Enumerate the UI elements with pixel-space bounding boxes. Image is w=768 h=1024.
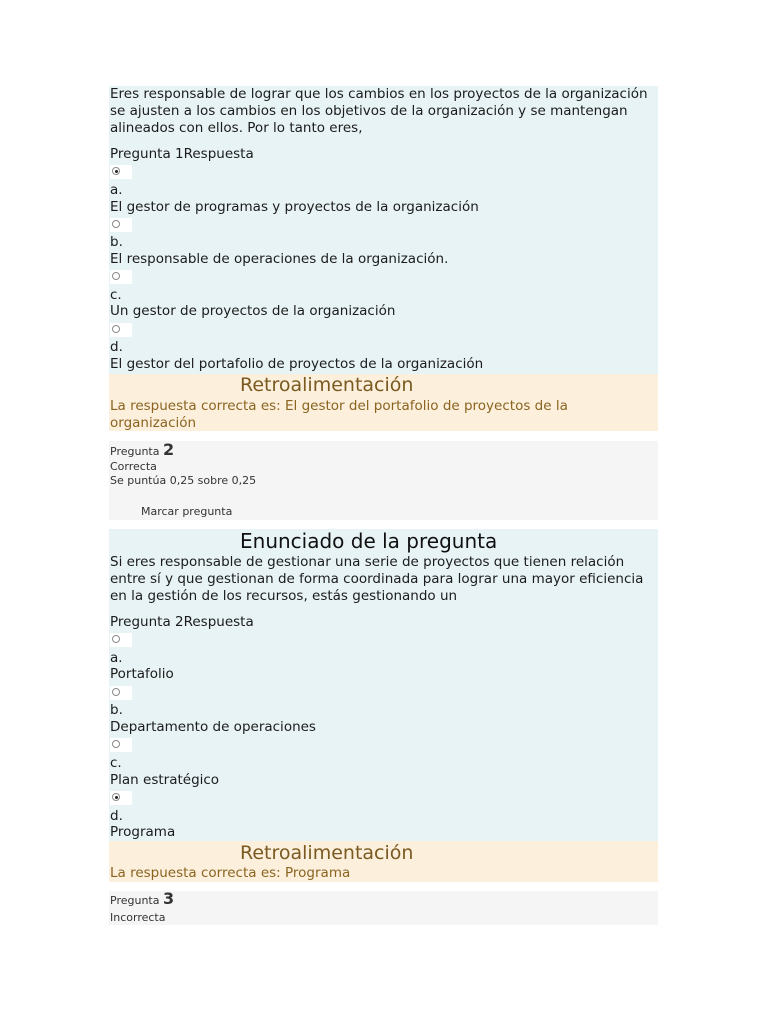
question-2-status: Correcta	[110, 460, 157, 473]
q2-option-b-radio[interactable]	[110, 686, 132, 700]
q2-option-c-text[interactable]: Plan estratégico	[110, 772, 220, 788]
q2-option-d-letter: d.	[110, 808, 123, 824]
question-2-feedback	[109, 841, 658, 882]
feedback-text: La respuesta correcta es: Programa	[110, 865, 351, 881]
question-2-label: Pregunta 2Respuesta	[110, 614, 254, 630]
radio-icon	[112, 740, 120, 748]
q2-option-c-radio[interactable]	[110, 738, 132, 752]
q2-option-d-radio[interactable]	[110, 791, 132, 805]
q2-option-c-letter: c.	[110, 755, 122, 771]
flag-question-link[interactable]: Marcar pregunta	[141, 505, 233, 518]
q1-option-a-letter: a.	[110, 182, 123, 198]
q1-option-a-radio[interactable]	[110, 165, 132, 179]
q2-option-b-text[interactable]: Departamento de operaciones	[110, 719, 316, 735]
question-2-info	[109, 441, 658, 520]
question-1-panel	[109, 86, 658, 374]
question-2-stem: Si eres responsable de gestionar una serie de proyectos que tienen relación entre sí y que gestionan de forma coordinada para lograr una mayor eficiencia en la gestión de los recursos, estás gestionando un	[110, 554, 644, 604]
question-2-number: Pregunta 2	[110, 440, 175, 459]
q2-option-a-letter: a.	[110, 650, 123, 666]
feedback-text: La respuesta correcta es: El gestor del portafolio de proyectos de la organización	[110, 398, 568, 431]
question-3-info	[109, 891, 658, 925]
q1-option-b-text[interactable]: El responsable de operaciones de la organización.	[110, 251, 449, 267]
question-2-panel	[109, 529, 658, 841]
radio-icon	[112, 325, 120, 333]
question-1-label: Pregunta 1Respuesta	[110, 146, 254, 162]
feedback-title: Retroalimentación	[240, 842, 414, 864]
feedback-title: Retroalimentación	[240, 374, 414, 396]
radio-icon	[112, 688, 120, 696]
q1-option-d-text[interactable]: El gestor del portafolio de proyectos de la organización	[110, 356, 484, 372]
q2-option-b-letter: b.	[110, 702, 123, 718]
radio-icon	[112, 220, 120, 228]
q1-option-c-text[interactable]: Un gestor de proyectos de la organización	[110, 303, 396, 319]
q1-option-b-letter: b.	[110, 234, 123, 250]
q1-option-c-letter: c.	[110, 287, 122, 303]
question-3-status: Incorrecta	[110, 911, 166, 924]
q1-option-d-radio[interactable]	[110, 323, 132, 337]
q1-option-c-radio[interactable]	[110, 270, 132, 284]
q2-option-d-text[interactable]: Programa	[110, 824, 176, 840]
question-2-score: Se puntúa 0,25 sobre 0,25	[110, 474, 257, 487]
question-3-number: Pregunta 3	[110, 889, 175, 908]
question-1-feedback	[109, 374, 658, 431]
q1-option-a-text[interactable]: El gestor de programas y proyectos de la organización	[110, 199, 479, 215]
radio-icon	[112, 272, 120, 280]
q2-option-a-radio[interactable]	[110, 633, 132, 647]
radio-checked-icon	[112, 793, 120, 801]
q1-option-d-letter: d.	[110, 339, 123, 355]
radio-icon	[112, 635, 120, 643]
radio-checked-icon	[112, 167, 120, 175]
q2-option-a-text[interactable]: Portafolio	[110, 666, 174, 682]
q1-option-b-radio[interactable]	[110, 218, 132, 232]
question-1-stem: Eres responsable de lograr que los cambios en los proyectos de la organización se ajusten a los cambios en los objetivos de la organización y se mantengan alineados con ellos. Por lo tanto eres,	[110, 86, 648, 136]
question-2-heading: Enunciado de la pregunta	[240, 529, 498, 553]
